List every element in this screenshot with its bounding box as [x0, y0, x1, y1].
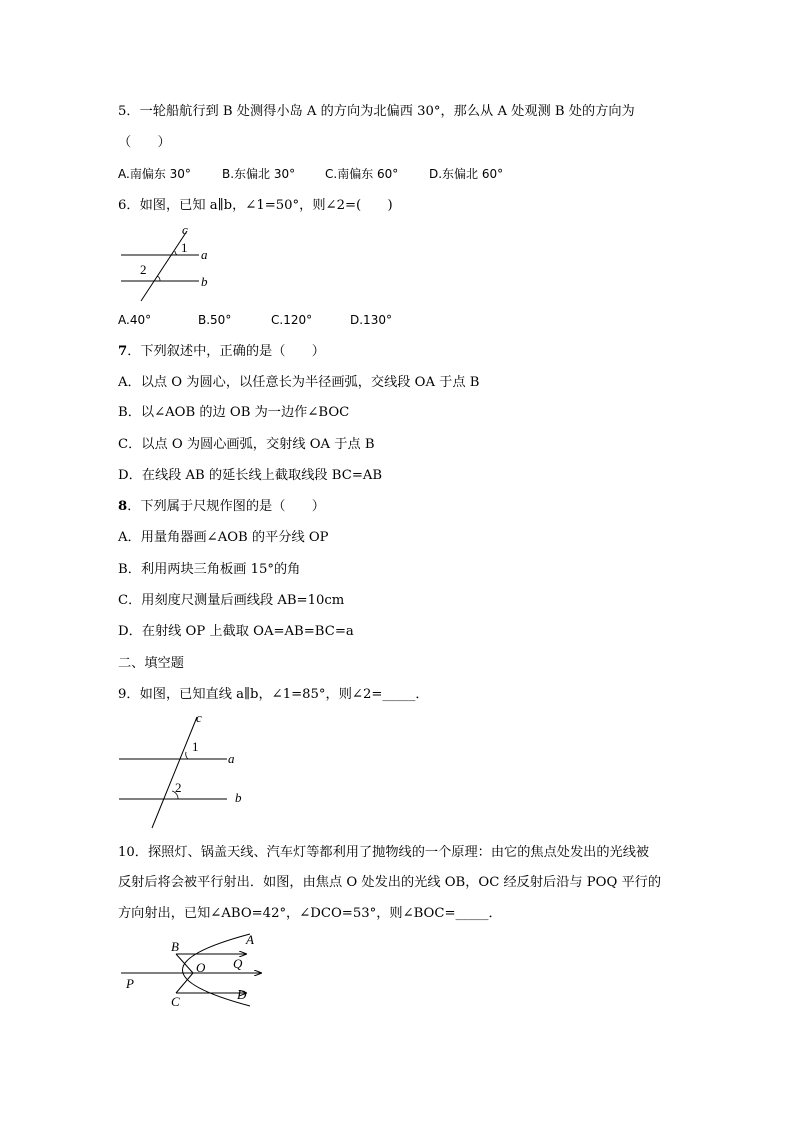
q9-label-c: c	[196, 710, 202, 725]
q6-label-b: b	[201, 274, 208, 289]
q8-stem	[118, 498, 325, 516]
q10-label-C: C	[171, 994, 180, 1009]
q7-option-d: D．在线段 AB 的延长线上截取线段 BC=AB	[118, 468, 383, 483]
q6-angle1-arc	[175, 251, 177, 255]
section-heading: 二、填空题	[118, 656, 184, 671]
q10-stem-line3: 方向射出，已知∠ABO=42°，∠DCO=53°，则∠BOC=_____．	[118, 906, 502, 921]
q9-line-c	[152, 717, 197, 828]
q5-option-b: B.东偏北 30°	[222, 167, 296, 181]
q10-label-B: B	[171, 939, 179, 954]
q10-stem-line1: 10．探照灯、锅盖天线、汽车灯等都利用了抛物线的一个原理：由它的焦点处发出的光线被	[118, 845, 650, 860]
q8-option-d: D．在射线 OP 上截取 OA=AB=BC=a	[118, 624, 354, 639]
q5-option-d: D.东偏北 60°	[429, 167, 504, 181]
q6-figure	[115, 223, 225, 303]
q5-options	[118, 165, 503, 183]
q9-label-2: 2	[175, 780, 182, 795]
q10-label-D: D	[237, 987, 247, 1002]
q6-option-a: A.40°	[118, 313, 152, 327]
q9-label-b: b	[235, 790, 242, 805]
q6-label-a: a	[201, 247, 208, 262]
q9-figure	[115, 710, 255, 830]
q6-option-b: B.50°	[198, 313, 232, 327]
q8-stem-text: ．下列属于尺规作图的是（ ）	[127, 499, 325, 514]
q9-label-a: a	[228, 751, 235, 766]
q6-label-2: 2	[140, 262, 147, 277]
q6-label-c: c	[182, 222, 188, 237]
q7-option-b: B．以∠AOB 的边 OB 为一边作∠BOC	[118, 405, 350, 420]
q10-ray-OB	[176, 954, 193, 973]
q6-label-1: 1	[181, 240, 188, 255]
q10-label-P: P	[126, 976, 134, 991]
q5-stem-line1: 5．一轮船航行到 B 处测得小岛 A 的方向为北偏西 30°，那么从 A 处观测 B 处的方向为	[118, 104, 635, 119]
q6-option-c: C.120°	[271, 313, 313, 327]
q9-label-1: 1	[192, 739, 199, 754]
q8-number: 8	[118, 499, 128, 514]
q10-label-A: A	[246, 932, 254, 947]
q7-stem-text: ．下列叙述中，正确的是（ ）	[127, 344, 325, 359]
q7-option-c: C．以点 O 为圆心画弧，交射线 OA 于点 B	[118, 437, 375, 452]
q8-option-c: C．用刻度尺测量后画线段 AB=10cm	[118, 593, 345, 608]
q5-stem-line2: （ ）	[118, 135, 171, 150]
q9-stem: 9．如图，已知直线 a∥b，∠1=85°，则∠2=_____．	[118, 687, 429, 702]
q10-label-Q: Q	[233, 956, 243, 971]
q8-option-a: A．用量角器画∠AOB 的平分线 OP	[118, 530, 329, 545]
q6-option-d: D.130°	[350, 313, 392, 327]
q7-option-a: A．以点 O 为圆心，以任意长为半径画弧，交线段 OA 于点 B	[118, 375, 480, 390]
q9-angle1-arc	[186, 752, 188, 759]
q10-stem-line2: 反射后将会被平行射出．如图，由焦点 O 处发出的光线 OB，OC 经反射后沿与 POQ 平行的	[118, 875, 662, 890]
q8-option-b: B．利用两块三角板画 15°的角	[118, 562, 301, 577]
q6-stem: 6．如图，已知 a∥b，∠1=50°，则∠2=( )	[118, 198, 393, 213]
q10-label-O: O	[196, 960, 206, 975]
q10-figure	[115, 930, 275, 1010]
q5-option-c: C.南偏东 60°	[325, 167, 399, 181]
q7-stem	[118, 343, 325, 361]
q5-option-a: A.南偏东 30°	[118, 167, 191, 181]
q6-options	[118, 311, 392, 329]
q7-number: 7	[118, 344, 128, 359]
